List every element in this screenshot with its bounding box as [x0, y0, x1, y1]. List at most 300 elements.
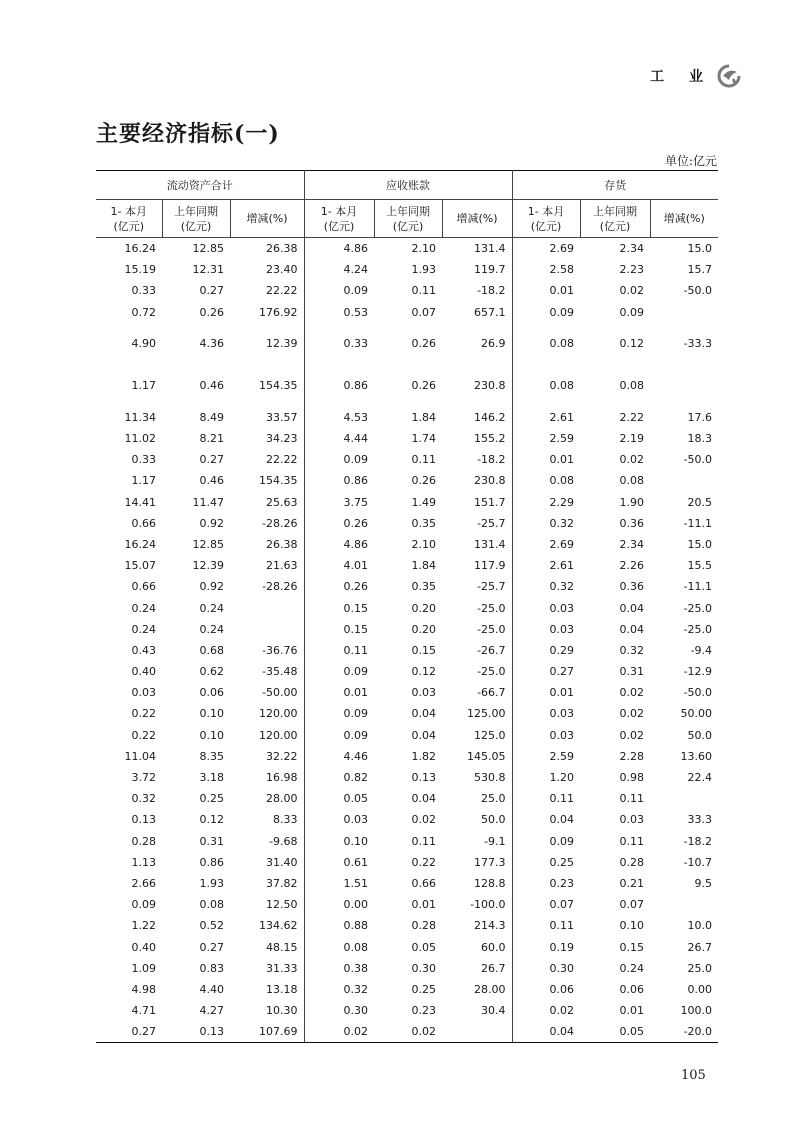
table-row — [96, 703, 718, 724]
table-row — [96, 831, 718, 852]
table-cell: 2.61 — [549, 559, 575, 573]
table-cell: 28.00 — [442, 979, 512, 1000]
table-cell: 0.01 — [549, 284, 575, 298]
column-header — [442, 200, 512, 238]
table-cell: 11.04 — [124, 749, 156, 763]
table-cell: 0.06 — [619, 982, 645, 996]
table-row — [96, 682, 718, 703]
table-cell — [650, 470, 718, 491]
table-cell: 0.92 — [199, 516, 224, 530]
table-cell: 0.04 — [411, 728, 437, 742]
table-cell: 0.09 — [343, 665, 369, 679]
table-cell: -25.0 — [442, 661, 512, 682]
table-cell: 0.72 — [131, 305, 156, 319]
table-cell: 11.02 — [124, 432, 156, 446]
table-cell: 4.53 — [343, 410, 369, 424]
table-cell: 0.22 — [131, 728, 156, 742]
table-cell — [650, 302, 718, 323]
table-cell: 12.85 — [192, 537, 224, 551]
table-cell: 26.38 — [230, 534, 304, 555]
table-cell: 30.4 — [442, 1000, 512, 1021]
column-header-label: 1- 本月 — [320, 204, 358, 218]
table-cell: 0.29 — [549, 643, 575, 657]
table-cell: -18.2 — [442, 280, 512, 301]
table-cell: -50.0 — [683, 686, 713, 700]
table-cell: 0.04 — [549, 813, 575, 827]
table-cell: 50.00 — [680, 707, 713, 721]
table-cell: 15.7 — [687, 263, 713, 277]
table-cell: 0.61 — [343, 855, 369, 869]
table-cell: 0.03 — [549, 707, 575, 721]
table-row — [96, 323, 718, 365]
table-cell: 1.84 — [411, 410, 437, 424]
table-cell: 4.98 — [131, 982, 156, 996]
table-row — [96, 958, 718, 979]
table-cell: 0.08 — [199, 898, 224, 912]
column-header-label: 上年同期 — [386, 204, 431, 218]
table-cell: 0.62 — [199, 665, 224, 679]
table-row — [96, 238, 718, 260]
table-row — [96, 428, 718, 449]
table-cell: 0.33 — [343, 337, 369, 351]
table-cell: 2.10 — [411, 537, 437, 551]
table-cell: 3.18 — [199, 771, 224, 785]
table-cell: -18.2 — [442, 449, 512, 470]
table-cell: 0.82 — [343, 771, 369, 785]
table-cell: 120.00 — [230, 703, 304, 724]
table-cell: 4.40 — [199, 982, 224, 996]
column-header-unit: (亿元) — [530, 219, 562, 233]
table-cell: 151.7 — [442, 492, 512, 513]
table-cell: 0.68 — [199, 643, 224, 657]
table-cell — [230, 597, 304, 618]
table-cell: 0.01 — [619, 1004, 645, 1018]
table-cell: 1.17 — [131, 474, 156, 488]
table-cell — [650, 365, 718, 407]
table-cell: 0.86 — [343, 474, 369, 488]
table-cell: -35.48 — [230, 661, 304, 682]
table-cell: 0.31 — [199, 834, 224, 848]
table-cell: -20.0 — [650, 1021, 718, 1043]
table-cell: 15.0 — [687, 537, 713, 551]
table-cell: -10.7 — [683, 855, 713, 869]
table-cell: 15.0 — [687, 242, 713, 256]
table-cell: 0.36 — [619, 516, 645, 530]
table-cell: 16.98 — [230, 767, 304, 788]
table-cell: 60.0 — [442, 936, 512, 957]
table-cell: 0.15 — [343, 622, 369, 636]
table-cell: 154.35 — [230, 470, 304, 491]
column-header-unit: (亿元) — [323, 219, 355, 233]
table-cell: 125.00 — [442, 703, 512, 724]
table-cell: 0.11 — [619, 792, 645, 806]
table-cell: 0.09 — [343, 728, 369, 742]
table-cell: 2.34 — [619, 242, 645, 256]
table-cell: 4.90 — [131, 337, 156, 351]
table-cell: 0.27 — [199, 284, 224, 298]
section-title: 工 业 — [650, 69, 713, 85]
table-cell: 0.10 — [199, 728, 224, 742]
table-cell: 4.71 — [131, 1004, 156, 1018]
table-cell: 4.86 — [343, 537, 369, 551]
table-cell: 4.44 — [343, 432, 369, 446]
table-cell: 1.22 — [131, 919, 156, 933]
table-row — [96, 979, 718, 1000]
table-cell: -9.1 — [442, 831, 512, 852]
table-row — [96, 513, 718, 534]
table-cell: 0.02 — [411, 813, 437, 827]
table-cell: 0.33 — [131, 284, 156, 298]
table-cell: 0.22 — [131, 707, 156, 721]
table-cell: 230.8 — [442, 365, 512, 407]
table-cell: 0.66 — [411, 876, 437, 890]
table-cell: 25.63 — [230, 492, 304, 513]
table-cell: 0.03 — [549, 601, 575, 615]
table-cell: 0.09 — [343, 707, 369, 721]
table-cell: 26.9 — [442, 323, 512, 365]
table-cell: 0.21 — [619, 876, 645, 890]
table-cell: 48.15 — [230, 936, 304, 957]
table-row — [96, 534, 718, 555]
table-cell: 0.02 — [549, 1004, 575, 1018]
table-cell: 4.27 — [199, 1004, 224, 1018]
table-cell: 0.03 — [411, 686, 437, 700]
table-cell: 25.0 — [442, 788, 512, 809]
table-cell: 0.03 — [549, 728, 575, 742]
table-cell: 4.36 — [199, 337, 224, 351]
table-cell: -25.0 — [683, 601, 713, 615]
table-cell: 0.28 — [619, 855, 645, 869]
table-cell: 0.26 — [411, 337, 437, 351]
table-cell: 0.33 — [131, 453, 156, 467]
table-cell: 0.30 — [411, 961, 437, 975]
table-cell: 0.53 — [343, 305, 369, 319]
table-cell: 0.46 — [199, 379, 224, 393]
column-header — [650, 200, 718, 238]
table-cell: 0.26 — [411, 474, 437, 488]
table-cell: 0.13 — [162, 1021, 230, 1043]
table-cell: 32.22 — [230, 746, 304, 767]
table-row — [96, 619, 718, 640]
table-cell: 1.17 — [131, 379, 156, 393]
table-cell: -9.68 — [230, 831, 304, 852]
table-row — [96, 725, 718, 746]
table-cell — [230, 619, 304, 640]
table-cell: 0.25 — [549, 855, 575, 869]
table-cell: 37.82 — [230, 873, 304, 894]
column-header — [162, 200, 230, 238]
table-cell: 0.15 — [411, 643, 437, 657]
table-cell: 0.24 — [199, 601, 224, 615]
table-cell: 0.07 — [549, 898, 575, 912]
table-cell: 0.25 — [199, 792, 224, 806]
table-row — [96, 470, 718, 491]
table-cell: 0.11 — [343, 643, 369, 657]
column-header-label: 上年同期 — [593, 204, 638, 218]
table-cell: 26.7 — [687, 940, 713, 954]
table-cell: 0.23 — [549, 876, 575, 890]
table-cell: 0.28 — [131, 834, 156, 848]
table-cell: 2.69 — [549, 537, 575, 551]
group-header-row — [96, 171, 718, 200]
table-cell: 8.21 — [199, 432, 224, 446]
table-cell: 0.88 — [343, 919, 369, 933]
table-cell: 4.46 — [343, 749, 369, 763]
table-cell: 0.24 — [131, 601, 156, 615]
table-cell: -11.1 — [683, 580, 713, 594]
table-cell: 0.07 — [619, 898, 645, 912]
table-cell: 100.0 — [680, 1004, 713, 1018]
table-cell — [650, 788, 718, 809]
table-cell: 0.03 — [619, 813, 645, 827]
table-row — [96, 407, 718, 428]
table-row — [96, 788, 718, 809]
table-cell: -66.7 — [442, 682, 512, 703]
table-cell: 22.22 — [230, 280, 304, 301]
table-row — [96, 809, 718, 830]
table-cell: 0.43 — [131, 643, 156, 657]
table-cell: 0.12 — [199, 813, 224, 827]
column-header-label: 上年同期 — [174, 204, 218, 218]
column-header — [230, 200, 304, 238]
table-cell: 0.19 — [549, 940, 575, 954]
table-cell: 0.01 — [411, 898, 437, 912]
table-cell: 0.09 — [343, 284, 369, 298]
table-cell: 2.10 — [411, 242, 437, 256]
table-cell: 25.0 — [687, 961, 713, 975]
table-cell: 1.49 — [411, 495, 437, 509]
table-cell: -36.76 — [230, 640, 304, 661]
unit-label: 单位:亿元 — [664, 154, 717, 168]
table-cell: 176.92 — [230, 302, 304, 323]
table-cell: 2.59 — [549, 432, 575, 446]
table-cell: 1.82 — [411, 749, 437, 763]
table-cell: 0.03 — [549, 622, 575, 636]
table-cell: 0.08 — [619, 379, 645, 393]
subheader-row — [96, 200, 718, 238]
table-row — [96, 936, 718, 957]
table-cell: 15.5 — [687, 559, 713, 573]
table-cell: 0.24 — [131, 622, 156, 636]
table-cell: 0.02 — [619, 707, 645, 721]
column-header — [96, 200, 162, 238]
column-header-unit: (亿元) — [180, 219, 212, 233]
table-cell: 33.57 — [230, 407, 304, 428]
table-cell: 31.40 — [230, 852, 304, 873]
table-cell: 214.3 — [442, 915, 512, 936]
table-cell: 0.27 — [199, 940, 224, 954]
table-cell: 230.8 — [442, 470, 512, 491]
table-cell: 0.26 — [343, 580, 369, 594]
table-cell: 2.61 — [549, 410, 575, 424]
table-row — [96, 915, 718, 936]
table-cell: 0.01 — [343, 686, 369, 700]
table-cell: 0.08 — [549, 474, 575, 488]
table-row — [96, 492, 718, 513]
table-cell: 12.85 — [192, 242, 224, 256]
column-header — [512, 200, 580, 238]
table-cell: 1.74 — [411, 432, 437, 446]
table-cell: 0.05 — [580, 1021, 650, 1043]
table-cell: 0.04 — [411, 707, 437, 721]
table-row — [96, 365, 718, 407]
table-cell: 0.22 — [411, 855, 437, 869]
table-cell: 0.09 — [549, 305, 575, 319]
table-cell: 0.02 — [374, 1021, 442, 1043]
table-cell: 0.25 — [411, 982, 437, 996]
table-cell: -25.0 — [442, 619, 512, 640]
table-cell: 1.90 — [619, 495, 645, 509]
table-cell: 0.00 — [343, 898, 369, 912]
table-cell: 10.30 — [230, 1000, 304, 1021]
table-cell: 0.12 — [619, 337, 645, 351]
table-cell: 17.6 — [687, 410, 713, 424]
table-cell: 0.02 — [619, 728, 645, 742]
table-cell: 12.31 — [192, 263, 224, 277]
table-cell: 0.10 — [199, 707, 224, 721]
table-cell: 2.69 — [549, 242, 575, 256]
table-cell: 2.22 — [619, 410, 645, 424]
table-cell: 0.04 — [411, 792, 437, 806]
table-cell: 1.51 — [343, 876, 369, 890]
table-cell: 0.24 — [619, 961, 645, 975]
table-cell: 1.20 — [549, 771, 575, 785]
table-cell: 0.32 — [549, 516, 575, 530]
table-cell: 131.4 — [442, 238, 512, 260]
table-cell: 12.50 — [230, 894, 304, 915]
table-row — [96, 640, 718, 661]
table-cell: 8.35 — [199, 749, 224, 763]
table-cell: 2.19 — [619, 432, 645, 446]
table-cell: 0.32 — [131, 792, 156, 806]
table-cell: 0.26 — [199, 305, 224, 319]
table-cell: 0.11 — [411, 284, 437, 298]
table-cell: 18.3 — [687, 432, 713, 446]
table-row — [96, 746, 718, 767]
table-cell: 0.07 — [411, 305, 437, 319]
table-row — [96, 894, 718, 915]
table-cell: 0.11 — [549, 919, 575, 933]
table-cell: 0.98 — [619, 771, 645, 785]
table-cell: 128.8 — [442, 873, 512, 894]
table-cell: 0.03 — [343, 813, 369, 827]
table-cell: 0.11 — [411, 453, 437, 467]
table-cell: -50.00 — [230, 682, 304, 703]
table-cell: 0.38 — [343, 961, 369, 975]
column-header-label: 增减(%) — [456, 212, 498, 225]
table-cell: 0.40 — [131, 940, 156, 954]
table-row — [96, 576, 718, 597]
table-cell: 2.26 — [619, 559, 645, 573]
table-cell: 22.22 — [230, 449, 304, 470]
table-cell: 8.49 — [199, 410, 224, 424]
table-cell: 0.27 — [96, 1021, 162, 1043]
table-cell: 31.33 — [230, 958, 304, 979]
table-cell: 33.3 — [687, 813, 713, 827]
column-header-label: 1- 本月 — [527, 204, 565, 218]
table-cell: 2.34 — [619, 537, 645, 551]
table-cell: 134.62 — [230, 915, 304, 936]
table-cell: 12.39 — [192, 559, 224, 573]
table-cell: -9.4 — [690, 643, 713, 657]
table-cell: 2.66 — [131, 876, 156, 890]
table-cell: 125.0 — [442, 725, 512, 746]
table-cell: 0.20 — [411, 622, 437, 636]
table-cell: 0.01 — [549, 686, 575, 700]
table-cell: 11.47 — [192, 495, 224, 509]
table-cell: 9.5 — [694, 876, 713, 890]
table-cell: 145.05 — [442, 746, 512, 767]
table-cell: 0.11 — [549, 792, 575, 806]
table-cell: -26.7 — [442, 640, 512, 661]
group-header: 流动资产合计 — [96, 171, 304, 200]
page-number: 105 — [681, 1068, 706, 1083]
table-cell: 1.93 — [199, 876, 224, 890]
column-header-unit: (亿元) — [599, 219, 631, 233]
table-cell: -50.0 — [683, 453, 713, 467]
table-cell: 2.58 — [549, 263, 575, 277]
table-cell: 154.35 — [230, 365, 304, 407]
table-cell: 0.02 — [619, 686, 645, 700]
table-cell: 0.31 — [619, 665, 645, 679]
column-header-unit: (亿元) — [113, 219, 145, 233]
table-row — [96, 449, 718, 470]
table-cell: 2.29 — [549, 495, 575, 509]
table-cell: 0.36 — [619, 580, 645, 594]
table-cell: 0.05 — [411, 940, 437, 954]
table-cell: 11.34 — [124, 410, 156, 424]
table-cell: 0.27 — [199, 453, 224, 467]
table-cell: 0.13 — [411, 771, 437, 785]
table-cell: 2.59 — [549, 749, 575, 763]
table-cell: 0.04 — [619, 601, 645, 615]
table-cell: 0.86 — [343, 379, 369, 393]
table-cell: 107.69 — [230, 1021, 304, 1043]
table-cell: -100.0 — [442, 894, 512, 915]
table-row — [96, 259, 718, 280]
table-cell: 177.3 — [442, 852, 512, 873]
table-cell: 0.12 — [411, 665, 437, 679]
table-cell: 3.72 — [131, 771, 156, 785]
column-header — [374, 200, 442, 238]
table-cell: 2.28 — [619, 749, 645, 763]
table-cell: 0.01 — [549, 453, 575, 467]
table-cell: 3.75 — [343, 495, 369, 509]
table-cell: 0.08 — [343, 940, 369, 954]
column-header-label: 增减(%) — [246, 212, 288, 225]
table-cell: 119.7 — [442, 259, 512, 280]
table-cell — [650, 894, 718, 915]
table-cell: 0.35 — [411, 516, 437, 530]
table-cell: 4.86 — [343, 242, 369, 256]
table-cell: 0.15 — [343, 601, 369, 615]
table-row — [96, 302, 718, 323]
table-cell: 0.08 — [549, 379, 575, 393]
table-cell: 26.38 — [230, 238, 304, 260]
table-cell: 0.08 — [619, 474, 645, 488]
table-cell: -33.3 — [683, 337, 713, 351]
table-cell: 0.32 — [343, 982, 369, 996]
table-cell: 10.0 — [687, 919, 713, 933]
table-cell: 8.33 — [230, 809, 304, 830]
table-cell: 0.09 — [619, 305, 645, 319]
table-cell: 0.28 — [411, 919, 437, 933]
table-cell: 0.83 — [199, 961, 224, 975]
section-logo-icon — [715, 64, 743, 88]
page-title: 主要经济指标(一) — [96, 121, 280, 147]
table-cell: 0.66 — [131, 580, 156, 594]
table-cell: -28.26 — [230, 576, 304, 597]
